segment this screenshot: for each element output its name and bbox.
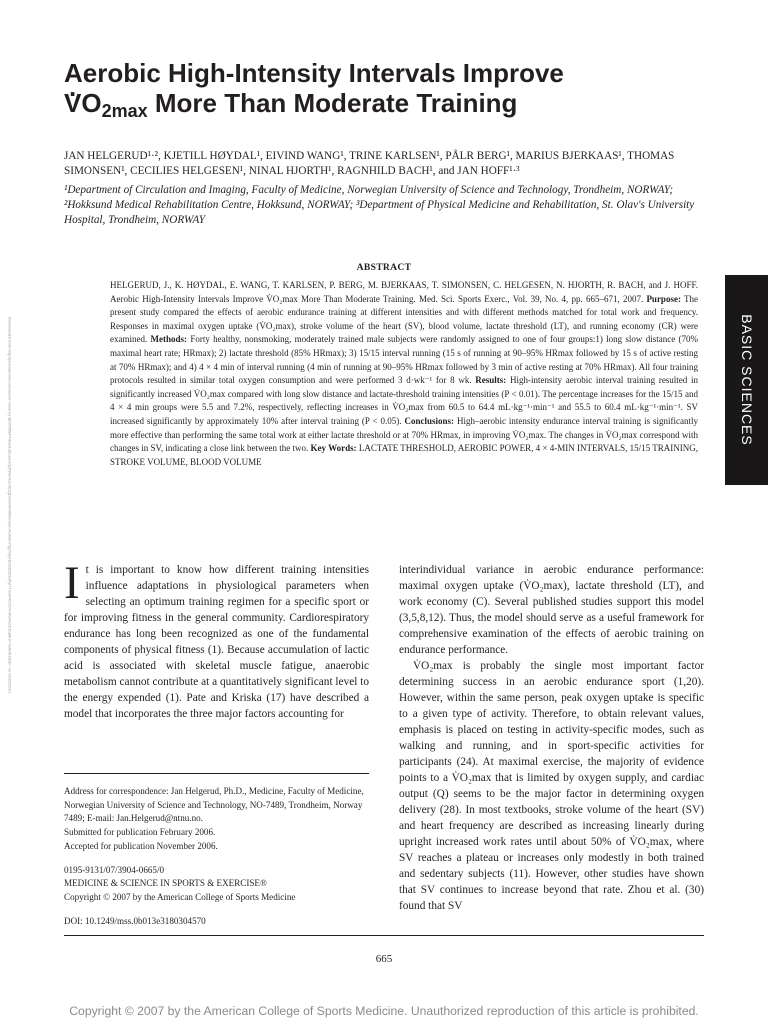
journal-copyright: Copyright © 2007 by the American College of Sports Medicine: [64, 891, 296, 902]
right-paragraph-2: V̇O₂max is probably the single most important factor determining success in an aerobic endurance sport (1,20). However, within the same person, peak oxygen uptake is specific to a given type of activity. Therefore, to obtain relevant values, emphasis is placed on testing in activity-specific modes, such as walking and running, and in sport-specific activities for participants (24). At maximal exercise, the majority of evidence points to a V̇O₂max that is limited by oxygen supply, and cardiac output (Q) seems to be the major factor in determining oxygen delivery (28). In most textbooks, stroke volume of the heart (SV) and heart frequency are described as increasing linearly during upright increased work rates until about 50% of V̇O₂max, where SV reaches a plateau or increases only modestly in both trained and sedentary subjects (11). However, other studies have shown that SV continues to increase beyond that rate. Zhou et al. (30) found that SV: [399, 660, 704, 912]
keywords-text: LACTATE THRESHOLD, AEROBIC POWER, 4 × 4-MIN INTERVALS, 15/15 TRAINING, STROKE VOLUME, BLOOD VOLUME: [110, 443, 699, 467]
section-tab-label: BASIC SCIENCES: [738, 314, 755, 446]
footnote-gap: [64, 854, 374, 864]
title-o: O: [81, 88, 102, 118]
right-paragraph-1: interindividual variance in aerobic endurance performance: maximal oxygen uptake (V̇O₂max), lactate threshold (LT), and work economy (C). Several published studies support this model (3,5,8,12). Thus, the model should serve as a useful framework for comprehensive examination of the effects of aerobic training on endurance performance.: [399, 564, 704, 656]
section-tab: [725, 275, 768, 485]
reproduction-notice: Copyright © 2007 by the American College of Sports Medicine. Unauthorized reproduction of this article is prohibited.: [69, 1004, 699, 1018]
purpose-text: The present study compared the effects of aerobic endurance training at different intensities and with different methods matched for total work and frequency. Responses in maximal oxygen uptake (V̇O₂max), stroke volume of the heart (SV), blood volume, lactate threshold (LT), and running economy (CR) were examined.: [110, 293, 699, 345]
footnote-divider: [64, 773, 369, 774]
page-number: 665: [375, 953, 393, 965]
abstract-citation: HELGERUD, J., K. HØYDAL, E. WANG, T. KARLSEN, P. BERG, M. BJERKAAS, T. SIMONSEN, C. HELGESEN, N. HJORTH, R. BACH, and J. HOFF. Aerobic High-Intensity Intervals Improve V̇O₂max More Than Moderate Training. Med. Sci. Sports Exerc., Vol. 39, No. 4, pp. 665–671, 2007.: [110, 280, 698, 304]
intro-paragraph: t is important to know how different training intensities influence adaptations in physiological parameters when selecting an optimum training regimen for a specific sport or for improving fitness in the general community. Cardiorespiratory endurance has long been recognized as one of the fundamental components of physical fitness (1). Because accumulation of lactic acid is associated with skeletal muscle fatigue, anaerobic metabolism cannot contribute at a quantitatively significant level to the energy expended (1). Pate and Kriska (17) have described a model that incorporates the three major factors accounting for: [64, 564, 369, 720]
footnote-gap: [64, 905, 374, 915]
conclusions-text: High–aerobic intensity endurance interval training is significantly more effective than performing the same total work at either lactate threshold or at 70% HRmax, in improving V̇O₂max. The changes in V̇O₂max correspond with changes in SV, indicating a close link between the two.: [110, 415, 699, 454]
purpose-label: Purpose:: [646, 293, 681, 304]
drop-cap: I: [64, 557, 80, 609]
methods-label: Methods:: [150, 334, 188, 345]
submitted-date: Submitted for publication February 2006.: [64, 827, 216, 838]
journal-name: MEDICINE & SCIENCE IN SPORTS & EXERCISE®: [64, 878, 267, 889]
footnote-block: [64, 785, 374, 928]
results-label: Results:: [475, 375, 507, 386]
title-v-dot: . V: [64, 88, 81, 118]
keywords-label: Key Words:: [310, 443, 357, 454]
article-title: [64, 58, 704, 121]
download-watermark: [4, 270, 16, 740]
body-column-right: [399, 562, 704, 914]
download-watermark-text: Downloaded from http://journals.lww.com/acsm-msse by BhDMf5ePHKav1zEoum1tQfN4a+kJLhEZgbsIHo4XMi0hCywCX1AWnYQp/IlQrHD3i3D0OdRyi7TvSFl4Cf3VC4/OAVpDDa8K2+Ya6H515kE= on 03/22/2021: [7, 316, 13, 694]
abstract-body: [110, 279, 698, 469]
title-line-1: Aerobic High-Intensity Intervals Improve: [64, 58, 564, 88]
correspondence-address: Address for correspondence: Jan Helgerud, Ph.D., Medicine, Faculty of Medicine, Norwegian University of Science and Technology, NO-7489, Trondheim, Norway 7489; E-mail: Jan.Helgerud@ntnu.no.: [64, 786, 364, 824]
title-subscript: 2max: [101, 101, 148, 121]
conclusions-label: Conclusions:: [404, 415, 455, 426]
abstract-heading: ABSTRACT: [356, 262, 412, 273]
body-column-left: [64, 557, 369, 722]
affiliations: ¹Department of Circulation and Imaging, Faculty of Medicine, Norwegian University of Science and Technology, Trondheim, NORWAY; ²Hokksund Medical Rehabilitation Centre, Hokksund, NORWAY; ³Department of Physical Medicine and Rehabilitation, St. Olav's University Hospital, Trondheim, NORWAY: [64, 184, 695, 226]
page-footer-divider: [64, 935, 704, 936]
title-line-2: [64, 88, 704, 121]
doi: DOI: 10.1249/mss.0b013e3180304570: [64, 915, 206, 926]
methods-text: Forty healthy, nonsmoking, moderately trained male subjects were randomly assigned to one of four groups:1) long slow distance (70% maximal heart rate; HRmax); 2) lactate threshold (85% HRmax); 3) 15/15 interval running (15 s of running at 90–95% HRmax followed by 15 s of active resting at 70% HRmax); and 4) 4 × 4 min of interval running (4 min of running at 90–95% HRmax followed by 3 min of active resting at 70% HRmax). All four training protocols resulted in similar total oxygen consumption and were performed 3 d·wk⁻¹ for 8 wk.: [110, 334, 698, 386]
issn: 0195-9131/07/3904-0665/0: [64, 864, 165, 875]
results-text: High-intensity aerobic interval training resulted in significantly increased V̇O₂max compared with long slow distance and lactate-threshold training intensities (P < 0.01). The percentage increases for the 15/15 and 4 × 4 min groups were 5.5 and 7.2%, respectively, reflecting increases in V̇O₂max from 60.5 to 64.4 mL·kg⁻¹·min⁻¹ and 55.5 to 60.4 mL·kg⁻¹·min⁻¹. SV increased significantly by approximately 10% after interval training (P < 0.05).: [110, 375, 699, 426]
title-rest: More Than Moderate Training: [147, 88, 518, 118]
author-list: JAN HELGERUD¹·², KJETILL HØYDAL¹, EIVIND WANG¹, TRINE KARLSEN¹, PÅLR BERG¹, MARIUS BJERKAAS¹, THOMAS SIMONSEN¹, CECILIES HELGESEN¹, NINAL HJORTH¹, RAGNHILD BACH¹, and JAN HOFF¹·³: [64, 150, 675, 177]
accepted-date: Accepted for publication November 2006.: [64, 840, 218, 851]
